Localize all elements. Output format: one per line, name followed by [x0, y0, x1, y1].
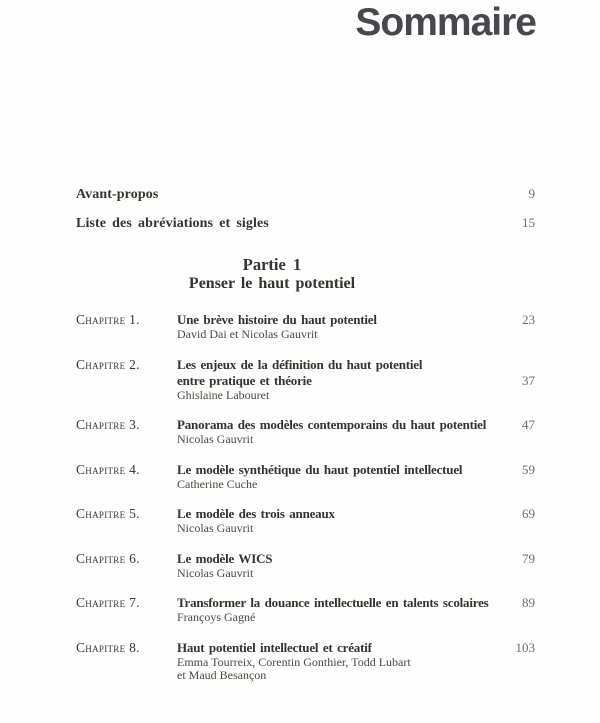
- chapter-row: [76, 357, 535, 403]
- part-label: Partie 1: [242, 255, 302, 274]
- chapter-title-line: [177, 417, 535, 433]
- part-title: Penser le haut potentiel: [188, 275, 356, 292]
- chapter-row: [76, 312, 535, 342]
- chapter-title-text: Le modèle WICS: [177, 550, 273, 566]
- page-number: 37: [522, 372, 535, 388]
- chapter-title-line: [177, 506, 535, 522]
- page-number: 103: [515, 639, 535, 655]
- chapter-title-text: Le modèle synthétique du haut potentiel intellectuel: [177, 461, 463, 477]
- chapter-label: Chapitre 4.: [76, 461, 140, 477]
- front-matter-label: Liste des abréviations et sigles: [76, 216, 269, 231]
- chapter-row: [76, 640, 535, 683]
- chapter-author-line: Nicolas Gauvrit: [177, 521, 254, 535]
- page-title: Sommaire: [355, 1, 536, 44]
- toc-content: [76, 186, 535, 698]
- chapter-authors: [177, 478, 535, 492]
- chapter-body: [177, 551, 535, 581]
- chapter-title-line: [177, 640, 535, 656]
- page-number: 23: [522, 312, 535, 327]
- chapter-author-line: David Dai et Nicolas Gauvrit: [177, 327, 318, 341]
- page-number: 9: [528, 186, 535, 201]
- chapter-body: [177, 506, 535, 536]
- chapter-authors: [177, 656, 535, 683]
- page-number: 79: [522, 550, 535, 566]
- chapter-list: [76, 312, 535, 683]
- chapter-title-text: Panorama des modèles contemporains du haut potentiel: [177, 417, 487, 432]
- chapter-authors: [177, 611, 535, 625]
- chapter-row: [76, 595, 535, 625]
- page-number: 69: [522, 506, 535, 521]
- chapter-title-text: Les enjeux de la définition du haut potentiel: [177, 356, 423, 372]
- page-number: 89: [522, 595, 535, 610]
- chapter-label: Chapitre 8.: [76, 639, 140, 655]
- chapter-body: [177, 417, 535, 447]
- chapter-row: [76, 551, 535, 581]
- chapter-authors: [177, 389, 535, 403]
- chapter-title-line: [177, 312, 535, 328]
- front-matter-row: [76, 186, 535, 202]
- chapter-label: Chapitre 2.: [76, 356, 140, 372]
- chapter-title-line: [177, 595, 535, 611]
- front-matter-label: Avant-propos: [76, 187, 159, 202]
- chapter-label: Chapitre 5.: [76, 506, 140, 521]
- chapter-title-text: Transformer la douance intellectuelle en talents scolaires: [177, 595, 489, 610]
- chapter-title-text: Le modèle des trois anneaux: [177, 506, 335, 521]
- chapter-body: [177, 595, 535, 625]
- chapter-label: Chapitre 7.: [76, 595, 140, 610]
- chapter-authors: [177, 433, 535, 447]
- chapter-title-line: [177, 462, 535, 478]
- chapter-title-text: entre pratique et théorie: [177, 372, 312, 388]
- chapter-label: Chapitre 6.: [76, 550, 140, 566]
- chapter-body: [177, 312, 535, 342]
- chapter-body: [177, 357, 535, 403]
- front-matter-list: [76, 186, 535, 231]
- chapter-body: [177, 640, 535, 683]
- chapter-author-line: Françoys Gagné: [177, 610, 256, 624]
- chapter-author-line: Nicolas Gauvrit: [177, 565, 254, 580]
- chapter-title-text: Une brève histoire du haut potentiel: [177, 312, 377, 327]
- chapter-title-line: [177, 373, 535, 389]
- chapter-title-line: [177, 551, 535, 567]
- chapter-authors: [177, 522, 535, 536]
- chapter-row: [76, 462, 535, 492]
- chapter-body: [177, 462, 535, 492]
- chapter-title-text: Haut potentiel intellectuel et créatif: [177, 639, 372, 655]
- chapter-author-line: Emma Tourreix, Corentin Gonthier, Todd Lubart: [177, 654, 411, 669]
- chapter-author-line: Ghislaine Labouret: [177, 387, 270, 402]
- chapter-authors: [177, 567, 535, 581]
- chapter-authors: [177, 328, 535, 342]
- chapter-title-line: [177, 357, 535, 373]
- page-number: 15: [522, 215, 535, 230]
- chapter-row: [76, 417, 535, 447]
- chapter-row: [76, 506, 535, 536]
- chapter-label: Chapitre 1.: [76, 312, 140, 327]
- chapter-author-line: Nicolas Gauvrit: [177, 432, 254, 446]
- page-number: 59: [522, 461, 535, 477]
- front-matter-row: [76, 215, 535, 231]
- chapter-author-line: et Maud Besançon: [177, 668, 267, 682]
- part-header: [76, 255, 468, 294]
- chapter-author-line: Catherine Cuche: [177, 476, 258, 491]
- chapter-label: Chapitre 3.: [76, 417, 140, 432]
- page-number: 47: [522, 417, 535, 432]
